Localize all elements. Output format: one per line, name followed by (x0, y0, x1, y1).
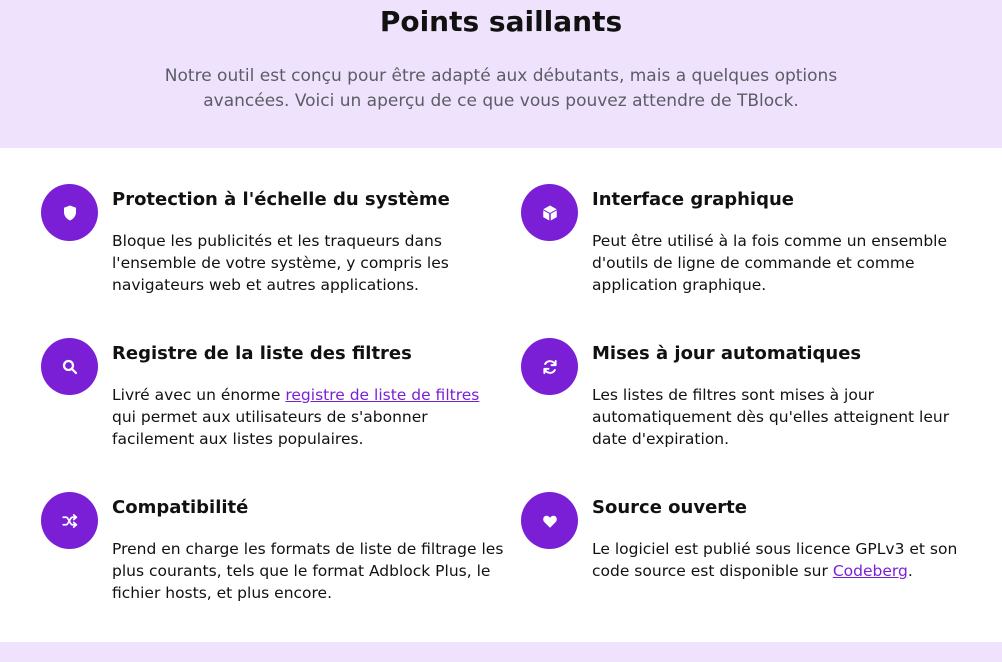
features-grid (0, 148, 1002, 642)
footer-band (0, 642, 1002, 662)
filter-registry-link[interactable]: registre de liste de filtres (285, 386, 480, 404)
description-text: Livré avec un énorme (112, 386, 286, 404)
refresh-icon (521, 338, 578, 395)
description-text: Le logiciel est publié sous licence GPLv3 et son code source est disponible sur (592, 540, 958, 580)
feature-title: Interface graphique (592, 189, 795, 210)
feature-description: Bloque les publicités et les traqueurs dans l'ensemble de votre système, y compris les navigateurs web et autres applications. (112, 232, 449, 294)
feature-title: Mises à jour automatiques (592, 343, 862, 364)
codeberg-link[interactable]: Codeberg (832, 562, 908, 580)
feature-description: Peut être utilisé à la fois comme un ensemble d'outils de ligne de commande et comme application graphique. (592, 232, 948, 294)
feature-description (112, 384, 507, 450)
page-title: Points saillants (379, 5, 623, 38)
feature-title: Registre de la liste des filtres (112, 343, 412, 364)
feature-title: Compatibilité (112, 497, 249, 518)
cube-icon (521, 184, 578, 241)
feature-description: Les listes de filtres sont mises à jour automatiquement dès qu'elles atteignent leur date d'expiration. (592, 386, 950, 448)
description-text: qui permet aux utilisateurs de s'abonner facilement aux listes populaires. (112, 408, 428, 448)
hero-section (0, 0, 1002, 148)
feature-title: Source ouverte (592, 497, 747, 518)
feature-title: Protection à l'échelle du système (112, 189, 450, 210)
shield-icon (41, 184, 98, 241)
feature-description (592, 538, 987, 582)
page-subtitle: Notre outil est conçu pour être adapté aux débutants, mais a quelques options avancées. Voici un aperçu de ce que vous pouvez attendre de TBlock. (164, 66, 838, 111)
feature-description: Prend en charge les formats de liste de filtrage les plus courants, tels que le format Adblock Plus, le fichier hosts, et plus encore. (112, 540, 504, 602)
shuffle-icon (41, 492, 98, 549)
description-text: . (907, 562, 913, 580)
heart-icon (521, 492, 578, 549)
search-icon (41, 338, 98, 395)
